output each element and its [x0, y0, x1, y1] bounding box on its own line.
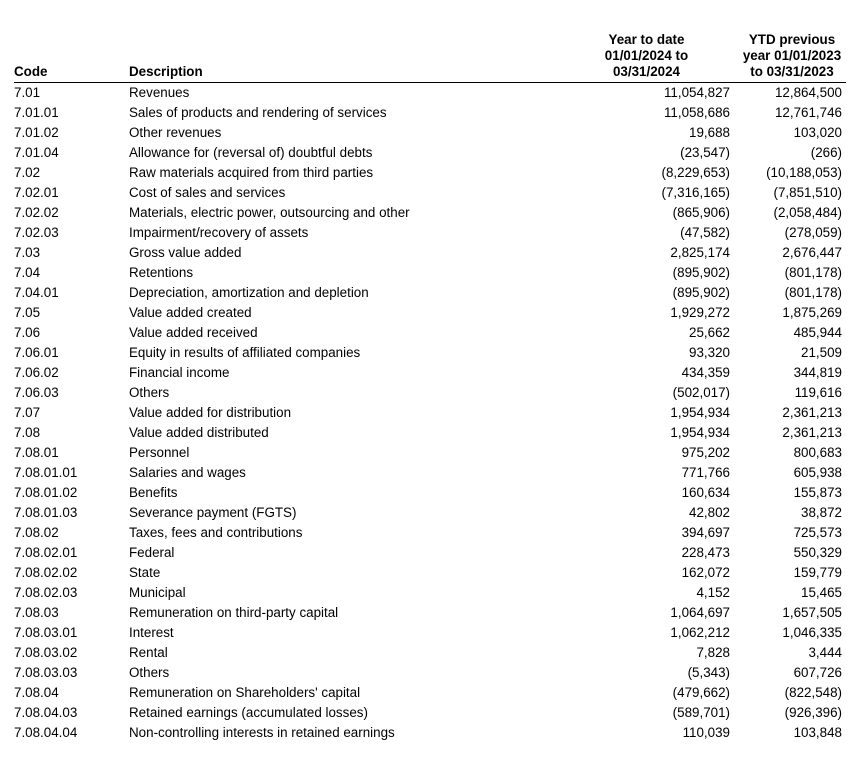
table-row	[14, 203, 846, 223]
row-prev-year-value: 38,872	[801, 505, 842, 520]
table-body	[14, 83, 846, 744]
row-description: Severance payment (FGTS)	[129, 505, 297, 520]
row-description: Salaries and wages	[129, 465, 246, 480]
row-ytd-value: 19,688	[689, 125, 730, 140]
row-prev-year-value: 12,761,746	[774, 105, 842, 120]
row-description: Interest	[129, 625, 174, 640]
row-ytd-value: 42,802	[689, 505, 730, 520]
table-row	[14, 383, 846, 403]
table-row	[14, 663, 846, 683]
table-row	[14, 243, 846, 263]
row-code: 7.02.02	[14, 205, 59, 220]
table-row	[14, 223, 846, 243]
row-description: Revenues	[129, 85, 190, 100]
row-prev-year-value: 485,944	[793, 325, 842, 340]
table-row	[14, 103, 846, 123]
row-prev-year-value: 155,873	[793, 485, 842, 500]
row-prev-year-value: 103,848	[793, 725, 842, 740]
row-ytd-value: 110,039	[682, 725, 730, 740]
row-description: Rental	[129, 645, 168, 660]
table-row	[14, 543, 846, 563]
row-prev-year-value: 103,020	[793, 125, 842, 140]
row-code: 7.03	[14, 245, 41, 260]
table-row	[14, 623, 846, 643]
row-prev-year-value: (822,548)	[784, 685, 842, 700]
row-code: 7.08.01.01	[14, 465, 78, 480]
row-prev-year-value: 159,779	[793, 565, 842, 580]
table-row	[14, 443, 846, 463]
row-ytd-value: 11,054,827	[663, 85, 730, 100]
row-ytd-value: 160,634	[681, 485, 730, 500]
row-code: 7.08.03.01	[14, 625, 78, 640]
table-row	[14, 343, 846, 363]
row-description: Depreciation, amortization and depletion	[129, 285, 369, 300]
row-code: 7.08.01	[14, 445, 59, 460]
row-ytd-value: 975,202	[681, 445, 730, 460]
row-description: Allowance for (reversal of) doubtful debts	[129, 145, 373, 160]
ytd-column-header: Year to date 01/01/2024 to 03/31/2024	[559, 32, 734, 83]
row-ytd-value: 1,929,272	[670, 305, 730, 320]
row-code: 7.01.01	[14, 105, 59, 120]
row-ytd-value: (502,017)	[672, 385, 730, 400]
row-prev-year-value: 1,046,335	[782, 625, 842, 640]
row-code: 7.08.02.01	[14, 545, 78, 560]
table-row	[14, 463, 846, 483]
table-row	[14, 583, 846, 603]
row-code: 7.01.04	[14, 145, 59, 160]
table-row	[14, 83, 846, 104]
header-row	[14, 32, 846, 83]
row-description: Non-controlling interests in retained earnings	[129, 725, 395, 740]
row-prev-year-value: (10,188,053)	[766, 165, 842, 180]
row-prev-year-value: 12,864,500	[774, 85, 842, 100]
description-column-header: Description	[129, 32, 559, 83]
table-row	[14, 683, 846, 703]
row-ytd-value: (47,582)	[680, 225, 730, 240]
row-ytd-value: (8,229,653)	[661, 165, 730, 180]
row-description: Remuneration on third-party capital	[129, 605, 339, 620]
table-row	[14, 163, 846, 183]
row-code: 7.01	[14, 85, 41, 100]
table-row	[14, 303, 846, 323]
row-description: Gross value added	[129, 245, 242, 260]
row-ytd-value: (23,547)	[680, 145, 730, 160]
row-prev-year-value: (2,058,484)	[773, 205, 842, 220]
row-code: 7.08.01.02	[14, 485, 78, 500]
table-row	[14, 723, 846, 743]
row-ytd-value: 93,320	[689, 345, 730, 360]
table-row	[14, 423, 846, 443]
row-code: 7.06.01	[14, 345, 59, 360]
row-prev-year-value: 550,329	[793, 545, 842, 560]
table-row	[14, 283, 846, 303]
row-prev-year-value: (801,178)	[784, 265, 842, 280]
row-prev-year-value: 3,444	[808, 645, 842, 660]
row-prev-year-value: 607,726	[793, 665, 842, 680]
table-row	[14, 703, 846, 723]
row-description: Impairment/recovery of assets	[129, 225, 309, 240]
table-row	[14, 183, 846, 203]
row-prev-year-value: 1,875,269	[782, 305, 842, 320]
table-header	[14, 32, 846, 83]
row-code: 7.04.01	[14, 285, 59, 300]
row-ytd-value: (589,701)	[672, 705, 730, 720]
row-prev-year-value: (7,851,510)	[773, 185, 842, 200]
prev-year-column-header: YTD previous year 01/01/2023 to 03/31/2023	[734, 32, 846, 83]
table-row	[14, 563, 846, 583]
row-ytd-value: 162,072	[681, 565, 730, 580]
row-description: Equity in results of affiliated companies	[129, 345, 361, 360]
row-description: State	[129, 565, 161, 580]
row-code: 7.08.02.02	[14, 565, 78, 580]
row-prev-year-value: 119,616	[794, 385, 842, 400]
row-code: 7.05	[14, 305, 41, 320]
table-row	[14, 363, 846, 383]
table-row	[14, 483, 846, 503]
row-prev-year-value: 2,361,213	[782, 405, 842, 420]
row-code: 7.08.03	[14, 605, 59, 620]
row-ytd-value: (865,906)	[672, 205, 730, 220]
row-prev-year-value: (926,396)	[784, 705, 842, 720]
table-row	[14, 123, 846, 143]
row-ytd-value: 1,954,934	[670, 425, 730, 440]
row-prev-year-value: 2,361,213	[782, 425, 842, 440]
row-ytd-value: 1,062,212	[670, 625, 730, 640]
row-ytd-value: (895,902)	[672, 265, 730, 280]
row-ytd-value: (895,902)	[672, 285, 730, 300]
row-ytd-value: 25,662	[689, 325, 730, 340]
row-prev-year-value: 800,683	[793, 445, 842, 460]
row-prev-year-value: (801,178)	[784, 285, 842, 300]
row-prev-year-value: 605,938	[793, 465, 842, 480]
row-prev-year-value: (278,059)	[784, 225, 842, 240]
row-description: Retained earnings (accumulated losses)	[129, 705, 368, 720]
row-code: 7.08.02	[14, 525, 59, 540]
row-ytd-value: 1,954,934	[670, 405, 730, 420]
table-row	[14, 403, 846, 423]
table-row	[14, 603, 846, 623]
row-description: Financial income	[129, 365, 230, 380]
row-ytd-value: 1,064,697	[670, 605, 730, 620]
row-code: 7.04	[14, 265, 41, 280]
row-code: 7.08.02.03	[14, 585, 78, 600]
row-description: Benefits	[129, 485, 178, 500]
row-description: Materials, electric power, outsourcing and other	[129, 205, 410, 220]
row-description: Retentions	[129, 265, 194, 280]
row-ytd-value: (5,343)	[687, 665, 730, 680]
row-ytd-value: 394,697	[681, 525, 730, 540]
row-code: 7.06.02	[14, 365, 59, 380]
row-description: Federal	[129, 545, 175, 560]
row-description: Municipal	[129, 585, 186, 600]
row-description: Raw materials acquired from third parties	[129, 165, 374, 180]
row-code: 7.08.01.03	[14, 505, 78, 520]
row-description: Value added created	[129, 305, 252, 320]
row-code: 7.06.03	[14, 385, 59, 400]
row-code: 7.08.03.02	[14, 645, 78, 660]
table-row	[14, 263, 846, 283]
row-ytd-value: 228,473	[681, 545, 730, 560]
row-description: Other revenues	[129, 125, 222, 140]
row-code: 7.08.04.04	[14, 725, 78, 740]
row-code: 7.02.03	[14, 225, 59, 240]
row-prev-year-value: 344,819	[793, 365, 842, 380]
table-row	[14, 143, 846, 163]
row-prev-year-value: 15,465	[801, 585, 842, 600]
row-code: 7.08	[14, 425, 41, 440]
row-ytd-value: (7,316,165)	[661, 185, 730, 200]
row-prev-year-value: 2,676,447	[782, 245, 842, 260]
table-row	[14, 503, 846, 523]
code-column-header: Code	[14, 32, 129, 83]
row-prev-year-value: 1,657,505	[782, 605, 842, 620]
table-row	[14, 643, 846, 663]
row-code: 7.08.04.03	[14, 705, 78, 720]
row-ytd-value: 4,152	[696, 585, 730, 600]
row-code: 7.06	[14, 325, 41, 340]
row-ytd-value: 2,825,174	[670, 245, 730, 260]
row-prev-year-value: 21,509	[801, 345, 842, 360]
row-ytd-value: 7,828	[696, 645, 730, 660]
row-ytd-value: 771,766	[681, 465, 730, 480]
row-description: Value added distributed	[129, 425, 269, 440]
row-description: Cost of sales and services	[129, 185, 286, 200]
row-description: Value added received	[129, 325, 258, 340]
row-code: 7.07	[14, 405, 41, 420]
row-code: 7.02	[14, 165, 41, 180]
row-prev-year-value: 725,573	[793, 525, 842, 540]
value-added-table	[14, 32, 846, 743]
table-row	[14, 523, 846, 543]
row-description: Taxes, fees and contributions	[129, 525, 303, 540]
row-description: Value added for distribution	[129, 405, 292, 420]
table-row	[14, 323, 846, 343]
row-prev-year-value: (266)	[810, 145, 842, 160]
row-description: Personnel	[129, 445, 190, 460]
row-description: Sales of products and rendering of services	[129, 105, 387, 120]
row-code: 7.01.02	[14, 125, 59, 140]
row-code: 7.08.03.03	[14, 665, 78, 680]
row-ytd-value: (479,662)	[672, 685, 730, 700]
row-ytd-value: 11,058,686	[663, 105, 730, 120]
row-description: Remuneration on Shareholders' capital	[129, 685, 361, 700]
row-code: 7.02.01	[14, 185, 59, 200]
row-ytd-value: 434,359	[681, 365, 730, 380]
row-description: Others	[129, 665, 170, 680]
row-description: Others	[129, 385, 170, 400]
row-code: 7.08.04	[14, 685, 59, 700]
